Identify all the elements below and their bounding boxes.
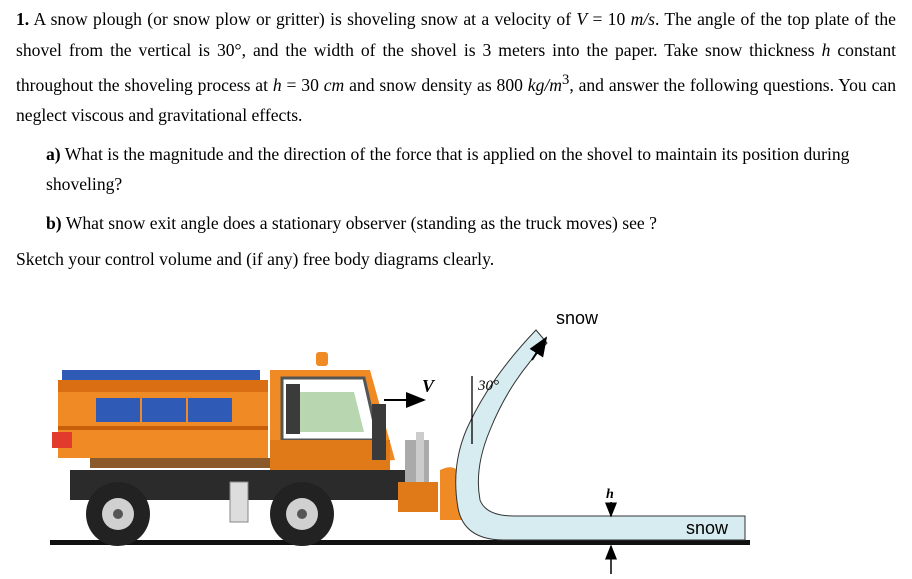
- truck-dump-body: [52, 370, 270, 468]
- velocity-symbol: V: [576, 9, 588, 29]
- thickness-symbol-2: h: [272, 74, 282, 95]
- intro-part-1: A snow plough (or snow plow or gritter) is shoveling snow at a velocity of: [33, 9, 577, 29]
- ground-line: [50, 540, 750, 545]
- truck-wheel-rear: [86, 482, 150, 546]
- shovel-snow-flow: [456, 330, 745, 540]
- velocity-unit: m/s: [630, 9, 656, 29]
- question-b-label: b): [46, 212, 62, 233]
- density-unit: kg/m: [527, 74, 562, 95]
- velocity-label: V: [422, 376, 435, 396]
- problem-number: 1.: [16, 9, 30, 29]
- thickness-value: = 30: [281, 74, 324, 95]
- intro-part-4: and snow density as 800: [344, 74, 528, 95]
- question-a-label: a): [46, 143, 61, 164]
- problem-statement: [16, 4, 896, 131]
- thickness-symbol: h: [821, 39, 831, 60]
- problem-text: [16, 4, 896, 275]
- intro-part-3: constant throughout the shoveling process at: [16, 39, 897, 95]
- angle-label: 30°: [478, 378, 499, 394]
- thickness-label: h: [606, 487, 614, 502]
- velocity-value: = 10: [587, 9, 631, 29]
- question-a: [16, 139, 896, 200]
- truck-wheel-front: [270, 482, 334, 546]
- truck-fuel-tank: [230, 482, 248, 522]
- snow-plough-figure: [0, 280, 912, 579]
- thickness-unit: cm: [323, 74, 345, 95]
- question-b-text: What snow exit angle does a stationary observer (standing as the truck moves) see ?: [61, 212, 657, 233]
- intro-part-2: . The angle of the top plate of the shovel from the vertical is 30°, and the width of the shovel is 3 meters into the paper. Take snow thickness: [16, 9, 896, 60]
- question-a-text: What is the magnitude and the direction of the force that is applied on the shovel to maintain its position during shoveling?: [46, 143, 850, 195]
- closing-instruction: Sketch your control volume and (if any) free body diagrams clearly.: [16, 249, 495, 270]
- snow-label-bottom: snow: [686, 518, 729, 538]
- question-b: [16, 208, 896, 239]
- density-exponent: 3: [562, 72, 570, 88]
- intro-part-5: , and answer the following questions. You can neglect viscous and gravitational effects.: [16, 74, 897, 126]
- snow-label-top: snow: [556, 308, 599, 328]
- plough-mount: [398, 432, 464, 520]
- truck-cab: [270, 352, 395, 470]
